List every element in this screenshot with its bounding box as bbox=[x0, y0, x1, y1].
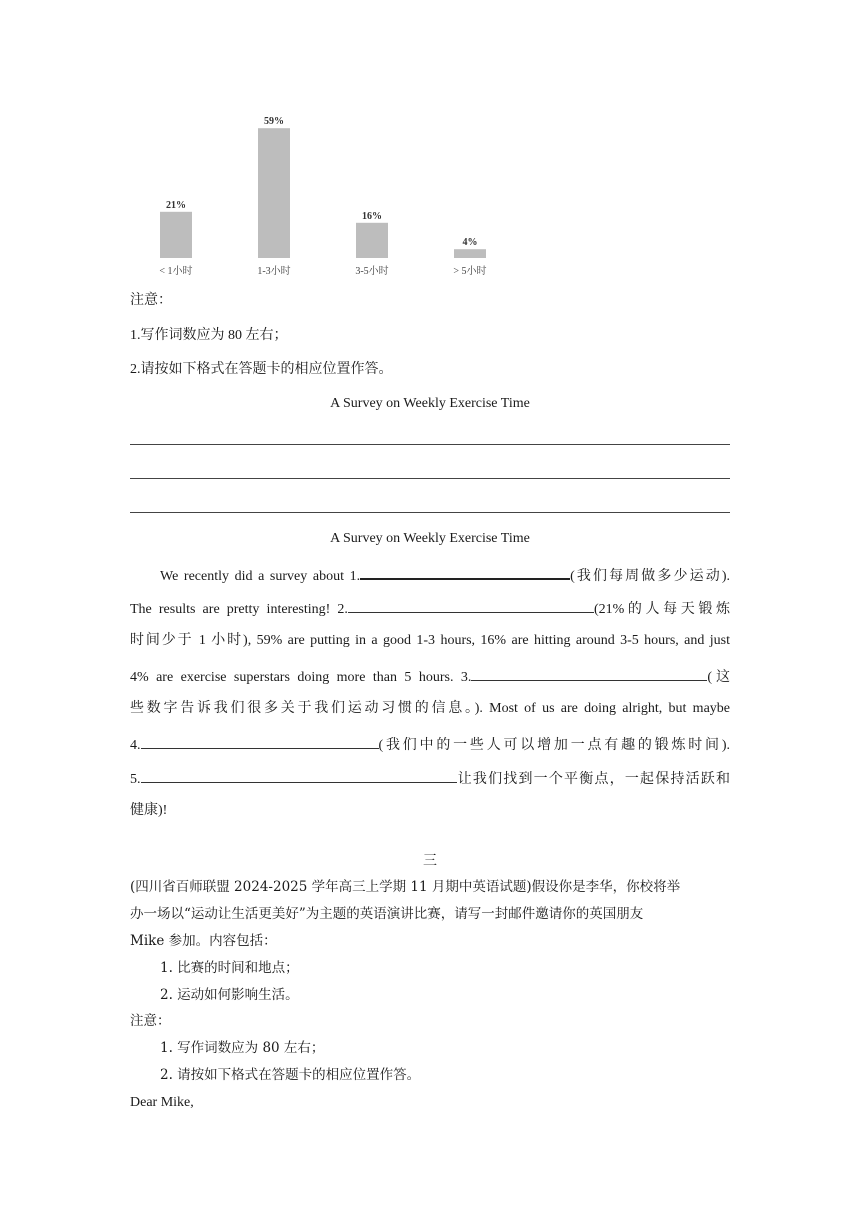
passage-line-7 bbox=[130, 768, 730, 789]
notes-heading: 注意： bbox=[130, 293, 172, 308]
passage-text: The results are pretty interesting! 2. bbox=[130, 602, 348, 617]
bar-value-label: 21% bbox=[166, 199, 186, 211]
blank-1[interactable] bbox=[360, 564, 570, 580]
note-2-item-1: 1. 写作词数应为 80 左右； bbox=[160, 1040, 325, 1056]
category-label: 1-3小时 bbox=[257, 266, 291, 277]
writing-line-1[interactable] bbox=[130, 444, 730, 445]
passage-line-6 bbox=[130, 734, 730, 755]
bar-4 bbox=[454, 249, 486, 258]
passage-text: 4. bbox=[130, 738, 141, 753]
bar-value-label: 4% bbox=[462, 237, 478, 249]
note-item-2: 2.请按如下格式在答题卡的相应位置作答。 bbox=[130, 362, 393, 377]
passage-text: 5. bbox=[130, 772, 141, 787]
passage-line-8: 健康)! bbox=[130, 803, 168, 818]
note-2-item-2: 2. 请按如下格式在答题卡的相应位置作答。 bbox=[160, 1067, 421, 1083]
passage-hint: (我们中的一些人可以增加一点有趣的锻炼时间). bbox=[378, 738, 730, 753]
bar-1 bbox=[160, 212, 192, 258]
blank-4[interactable] bbox=[141, 734, 379, 749]
passage-line-1 bbox=[160, 564, 730, 586]
prompt-line-3: Mike 参加。内容包括： bbox=[130, 933, 277, 949]
note-item-1: 1.写作词数应为 80 左右； bbox=[130, 328, 288, 343]
bar-3 bbox=[356, 223, 388, 258]
prompt-line-2: 办一场以“运动让生活更美好”为主题的英语演讲比赛，请写一封邮件邀请你的英国朋友 bbox=[130, 906, 644, 922]
salutation: Dear Mike, bbox=[130, 1095, 194, 1110]
passage-line-4 bbox=[130, 666, 730, 687]
bar-chart bbox=[128, 108, 488, 283]
content-item-2: 2. 运动如何影响生活。 bbox=[160, 987, 299, 1003]
passage-hint: (我们每周做多少运动). bbox=[570, 569, 730, 584]
prompt-line-1: (四川省百师联盟 2024-2025 学年高三上学期 11 月期中英语试题)假设你是李华，你校将举 bbox=[130, 879, 681, 895]
category-label: < 1小时 bbox=[159, 266, 193, 277]
category-label: > 5小时 bbox=[453, 266, 487, 277]
passage-line-3: 时间少于 1 小时), 59% are putting in a good 1-3 hours, 16% are hitting around 3-5 hours, and just bbox=[130, 633, 730, 648]
blank-2[interactable] bbox=[348, 598, 594, 613]
blank-3[interactable] bbox=[471, 666, 707, 681]
passage-hint: (21%的人每天锻炼 bbox=[593, 602, 730, 617]
essay-title-2: A Survey on Weekly Exercise Time bbox=[330, 531, 530, 546]
writing-line-2[interactable] bbox=[130, 478, 730, 479]
passage-text: 4% are exercise superstars doing more than 5 hours. 3. bbox=[130, 670, 472, 685]
bar-value-label: 16% bbox=[362, 210, 382, 222]
passage-line-5: 些数字告诉我们很多关于我们运动习惯的信息。). Most of us are doing alright, but maybe bbox=[130, 701, 730, 716]
section-number: 三 bbox=[423, 853, 437, 869]
bar-2 bbox=[258, 128, 290, 258]
passage-hint: (这 bbox=[707, 670, 730, 685]
category-label: 3-5小时 bbox=[355, 266, 389, 277]
passage-text: We recently did a survey about 1. bbox=[160, 569, 361, 584]
writing-line-3[interactable] bbox=[130, 512, 730, 513]
bar-value-label: 59% bbox=[264, 116, 284, 128]
content-item-1: 1. 比赛的时间和地点； bbox=[160, 960, 299, 976]
blank-5[interactable] bbox=[141, 768, 457, 783]
passage-line-2 bbox=[130, 598, 730, 619]
essay-title-1: A Survey on Weekly Exercise Time bbox=[330, 396, 530, 411]
passage-hint: 让我们找到一个平衡点，一起保持活跃和 bbox=[456, 772, 730, 787]
notes-heading-2: 注意： bbox=[130, 1013, 171, 1029]
